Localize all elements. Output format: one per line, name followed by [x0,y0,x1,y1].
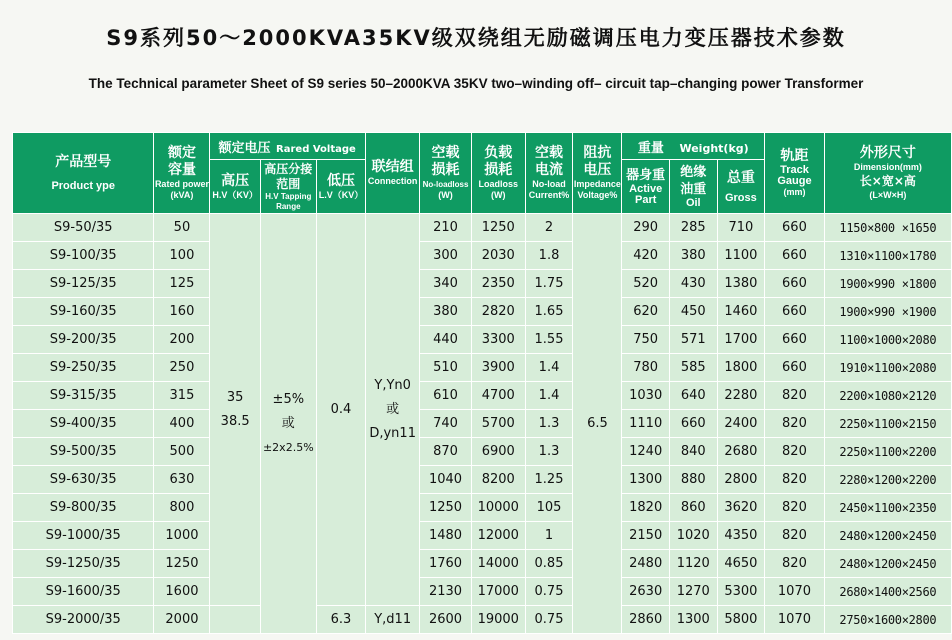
header-active-part [622,160,670,214]
cell-dimension: 1910×1100×2080 [824,354,951,382]
header-noload-cn: 空载损耗 [431,145,460,178]
header-lv [316,160,365,214]
cell-track: 820 [765,550,825,578]
cell-active: 290 [622,214,670,242]
cell-model: S9-250/35 [13,354,154,382]
cell-load: 4700 [471,382,525,410]
header-imp-en: Impedance Voltage% [573,179,621,200]
cell-active: 620 [622,298,670,326]
cell-conn-last: Y,d11 [366,606,420,634]
cell-dimension: 2680×1400×2560 [824,578,951,606]
cell-load: 17000 [471,578,525,606]
header-load-en: Loadloss [478,179,519,189]
cell-track: 660 [765,242,825,270]
header-gross-en: Gross [724,191,757,204]
cell-oil: 380 [669,242,717,270]
cell-oil: 571 [669,326,717,354]
cell-load: 8200 [471,466,525,494]
cell-dimension: 2250×1100×2200 [824,438,951,466]
table-row [13,298,952,326]
header-load-unit: (W) [491,190,506,200]
cell-hv-merged [210,214,260,606]
cell-active: 1110 [622,410,670,438]
cell-track: 820 [765,466,825,494]
cell-gross: 4650 [717,550,765,578]
cell-dimension: 2480×1200×2450 [824,550,951,578]
cell-oil: 660 [669,410,717,438]
cell-load: 2820 [471,298,525,326]
table-row [13,270,952,298]
cell-active: 2480 [622,550,670,578]
table-row [13,522,952,550]
cell-model: S9-1600/35 [13,578,154,606]
hv-value-a: 35 [226,389,244,405]
header-active-en: Active Part [629,183,663,206]
cell-oil: 1270 [669,578,717,606]
cell-noload: 1040 [420,466,472,494]
cell-gross: 4350 [717,522,765,550]
cell-model: S9-200/35 [13,326,154,354]
cell-rated: 400 [154,410,210,438]
cell-hv-empty [210,606,260,634]
header-track-en: Track Gauge [777,164,812,187]
cell-model: S9-1000/35 [13,522,154,550]
cell-load: 2350 [471,270,525,298]
header-dim-en: Dimension(mm) [853,162,922,172]
cell-rated: 125 [154,270,210,298]
header-impedance-voltage [573,133,622,214]
header-dim-cn: 外形尺寸 [859,145,916,161]
cell-load: 6900 [471,438,525,466]
cell-current: 1.4 [525,354,573,382]
header-tap-range [260,160,316,214]
cell-current: 0.75 [525,606,573,634]
table-row [13,410,952,438]
header-gross-cn: 总重 [726,169,755,186]
header-connection [366,133,420,214]
cell-model: S9-1250/35 [13,550,154,578]
cell-current: 2 [525,214,573,242]
cell-load: 2030 [471,242,525,270]
cell-load: 19000 [471,606,525,634]
cell-noload: 870 [420,438,472,466]
cell-oil: 860 [669,494,717,522]
cell-load: 5700 [471,410,525,438]
cell-active: 780 [622,354,670,382]
header-current-en: No-load Current% [528,179,570,200]
cell-gross: 1380 [717,270,765,298]
cell-noload: 1760 [420,550,472,578]
header-voltage-cn: 额定电压 [218,140,271,156]
cell-noload: 340 [420,270,472,298]
cell-load: 12000 [471,522,525,550]
table-row [13,214,952,242]
cell-dimension: 1100×1000×2080 [824,326,951,354]
cell-track: 1070 [765,578,825,606]
cell-oil: 450 [669,298,717,326]
cell-active: 2150 [622,522,670,550]
cell-noload: 2600 [420,606,472,634]
header-tap-en: H.V Tapping Range [265,191,312,211]
cell-impedance-merged: 6.5 [573,214,622,634]
cell-rated: 1600 [154,578,210,606]
cell-tap-merged [260,214,316,634]
header-hv-cn: 高压 [221,172,250,189]
header-hv [210,160,260,214]
header-load-cn: 负载损耗 [484,145,513,178]
cell-dimension: 2450×1100×2350 [824,494,951,522]
cell-current: 1.3 [525,410,573,438]
cell-dimension: 1150×800 ×1650 [824,214,951,242]
header-hv-en: H.V（KV） [212,189,258,200]
cell-rated: 315 [154,382,210,410]
header-oil [669,160,717,214]
cell-active: 1820 [622,494,670,522]
cell-current: 105 [525,494,573,522]
cell-track: 660 [765,270,825,298]
cell-model: S9-100/35 [13,242,154,270]
cell-noload: 440 [420,326,472,354]
cell-oil: 430 [669,270,717,298]
header-product-cn: 产品型号 [55,154,112,170]
header-oil-cn: 绝缘油重 [680,165,707,197]
header-track-cn: 轨距 [780,148,809,164]
cell-track: 660 [765,298,825,326]
cell-active: 520 [622,270,670,298]
cell-noload: 1480 [420,522,472,550]
cell-track: 1070 [765,606,825,634]
cell-dimension: 1900×990 ×1900 [824,298,951,326]
cell-current: 0.75 [525,578,573,606]
header-oil-en: Oil [685,197,701,209]
cell-active: 750 [622,326,670,354]
header-rated-unit: (kVA) [170,190,194,200]
cell-rated: 500 [154,438,210,466]
cell-model: S9-50/35 [13,214,154,242]
header-weight-en: Weight(kg) [679,141,749,155]
cell-gross: 2680 [717,438,765,466]
header-rated-voltage [210,133,366,160]
cell-conn-merged [366,214,420,606]
cell-track: 660 [765,354,825,382]
cell-current: 1 [525,522,573,550]
header-track-unit: (mm) [783,187,806,197]
cell-model: S9-125/35 [13,270,154,298]
cell-model: S9-315/35 [13,382,154,410]
cell-current: 1.25 [525,466,573,494]
table-row [13,382,952,410]
header-active-cn: 器身重 [626,168,666,183]
cell-active: 420 [622,242,670,270]
cell-dimension: 2200×1080×2120 [824,382,951,410]
cell-gross: 2400 [717,410,765,438]
header-load-loss [471,133,525,214]
cell-oil: 840 [669,438,717,466]
table-row [13,466,952,494]
header-weight [622,133,765,160]
spec-table [12,132,952,634]
cell-dimension: 2750×1600×2800 [824,606,951,634]
header-weight-cn: 重量 [637,140,664,156]
cell-noload: 740 [420,410,472,438]
table-row [13,438,952,466]
tap-or: 或 [281,415,295,431]
cell-rated: 1250 [154,550,210,578]
cell-current: 1.4 [525,382,573,410]
cell-track: 820 [765,382,825,410]
cell-dimension: 2280×1200×2200 [824,466,951,494]
tap-value-b: ±2x2.5% [262,440,314,454]
header-lv-en: L.V（KV） [318,189,364,200]
cell-model: S9-2000/35 [13,606,154,634]
page-title: S9系列50～2000KVA35KV级双绕组无励磁调压电力变压器技术参数 [106,26,846,50]
table-row [13,550,952,578]
cell-current: 1.3 [525,438,573,466]
cell-lv-last: 6.3 [316,606,365,634]
header-rated-power [154,133,210,214]
cell-load: 10000 [471,494,525,522]
cell-oil: 1120 [669,550,717,578]
cell-oil: 1300 [669,606,717,634]
cell-current: 1.8 [525,242,573,270]
cell-load: 1250 [471,214,525,242]
cell-noload: 1250 [420,494,472,522]
header-dimension [824,133,951,214]
cell-current: 1.75 [525,270,573,298]
header-product-en: Product ype [51,180,116,192]
table-row [13,354,952,382]
cell-model: S9-630/35 [13,466,154,494]
cell-noload: 510 [420,354,472,382]
cell-noload: 610 [420,382,472,410]
cell-track: 820 [765,438,825,466]
cell-gross: 710 [717,214,765,242]
cell-model: S9-800/35 [13,494,154,522]
table-row [13,494,952,522]
cell-model: S9-160/35 [13,298,154,326]
cell-rated: 630 [154,466,210,494]
cell-oil: 285 [669,214,717,242]
conn-value-b: D,yn11 [369,425,416,441]
cell-noload: 210 [420,214,472,242]
table-row [13,326,952,354]
cell-active: 1030 [622,382,670,410]
cell-noload: 380 [420,298,472,326]
header-current-cn: 空载电流 [535,145,564,178]
cell-dimension: 2480×1200×2450 [824,522,951,550]
cell-rated: 50 [154,214,210,242]
cell-oil: 1020 [669,522,717,550]
cell-gross: 1460 [717,298,765,326]
page-subtitle: The Technical parameter Sheet of S9 series 50–2000KVA 35KV two–winding off– circuit tap–changing power Transformer [88,76,864,91]
cell-track: 660 [765,214,825,242]
cell-dimension: 1310×1100×1780 [824,242,951,270]
cell-load: 3900 [471,354,525,382]
tap-value-a: ±5% [272,391,305,407]
table-row [13,242,952,270]
header-noload-loss [420,133,472,214]
header-rated-en: Rated power [154,179,209,189]
header-track-gauge [765,133,825,214]
cell-rated: 160 [154,298,210,326]
cell-current: 1.65 [525,298,573,326]
conn-or: 或 [386,401,400,417]
cell-load: 3300 [471,326,525,354]
cell-load: 14000 [471,550,525,578]
header-gross [717,160,765,214]
cell-active: 1240 [622,438,670,466]
cell-rated: 200 [154,326,210,354]
header-lv-cn: 低压 [326,172,355,189]
cell-active: 1300 [622,466,670,494]
cell-track: 820 [765,410,825,438]
header-dim-en2: (L×W×H) [869,190,907,200]
header-noload-unit: (W) [438,190,453,200]
cell-oil: 880 [669,466,717,494]
cell-current: 0.85 [525,550,573,578]
header-rated-cn: 额定容量 [167,145,196,178]
cell-lv-merged: 0.4 [316,214,365,606]
cell-rated: 800 [154,494,210,522]
cell-noload: 300 [420,242,472,270]
cell-gross: 1800 [717,354,765,382]
cell-model: S9-500/35 [13,438,154,466]
cell-oil: 640 [669,382,717,410]
header-noload-current [525,133,573,214]
cell-oil: 585 [669,354,717,382]
header-voltage-en: Rared Voltage [276,143,356,155]
hv-value-b: 38.5 [220,413,250,429]
cell-dimension: 2250×1100×2150 [824,410,951,438]
cell-rated: 100 [154,242,210,270]
cell-model: S9-400/35 [13,410,154,438]
cell-track: 820 [765,494,825,522]
table-row [13,606,952,634]
cell-rated: 1000 [154,522,210,550]
header-conn-cn: 联结组 [371,159,414,175]
cell-gross: 5300 [717,578,765,606]
cell-gross: 2800 [717,466,765,494]
conn-value-a: Y,Yn0 [374,377,411,393]
cell-gross: 1100 [717,242,765,270]
header-imp-cn: 阻抗电压 [583,145,612,178]
cell-dimension: 1900×990 ×1800 [824,270,951,298]
cell-rated: 2000 [154,606,210,634]
cell-noload: 2130 [420,578,472,606]
cell-active: 2630 [622,578,670,606]
cell-active: 2860 [622,606,670,634]
header-dim-cn2: 长×宽×高 [859,174,916,188]
cell-rated: 250 [154,354,210,382]
table-row [13,578,952,606]
cell-track: 660 [765,326,825,354]
header-noload-en: No-loadloss [422,180,469,189]
cell-current: 1.55 [525,326,573,354]
cell-gross: 1700 [717,326,765,354]
cell-track: 820 [765,522,825,550]
cell-gross: 3620 [717,494,765,522]
cell-gross: 2280 [717,382,765,410]
cell-gross: 5800 [717,606,765,634]
header-tap-cn: 高压分接范围 [264,161,313,191]
header-product-model [13,133,154,214]
header-conn-en: Connection [367,176,418,186]
